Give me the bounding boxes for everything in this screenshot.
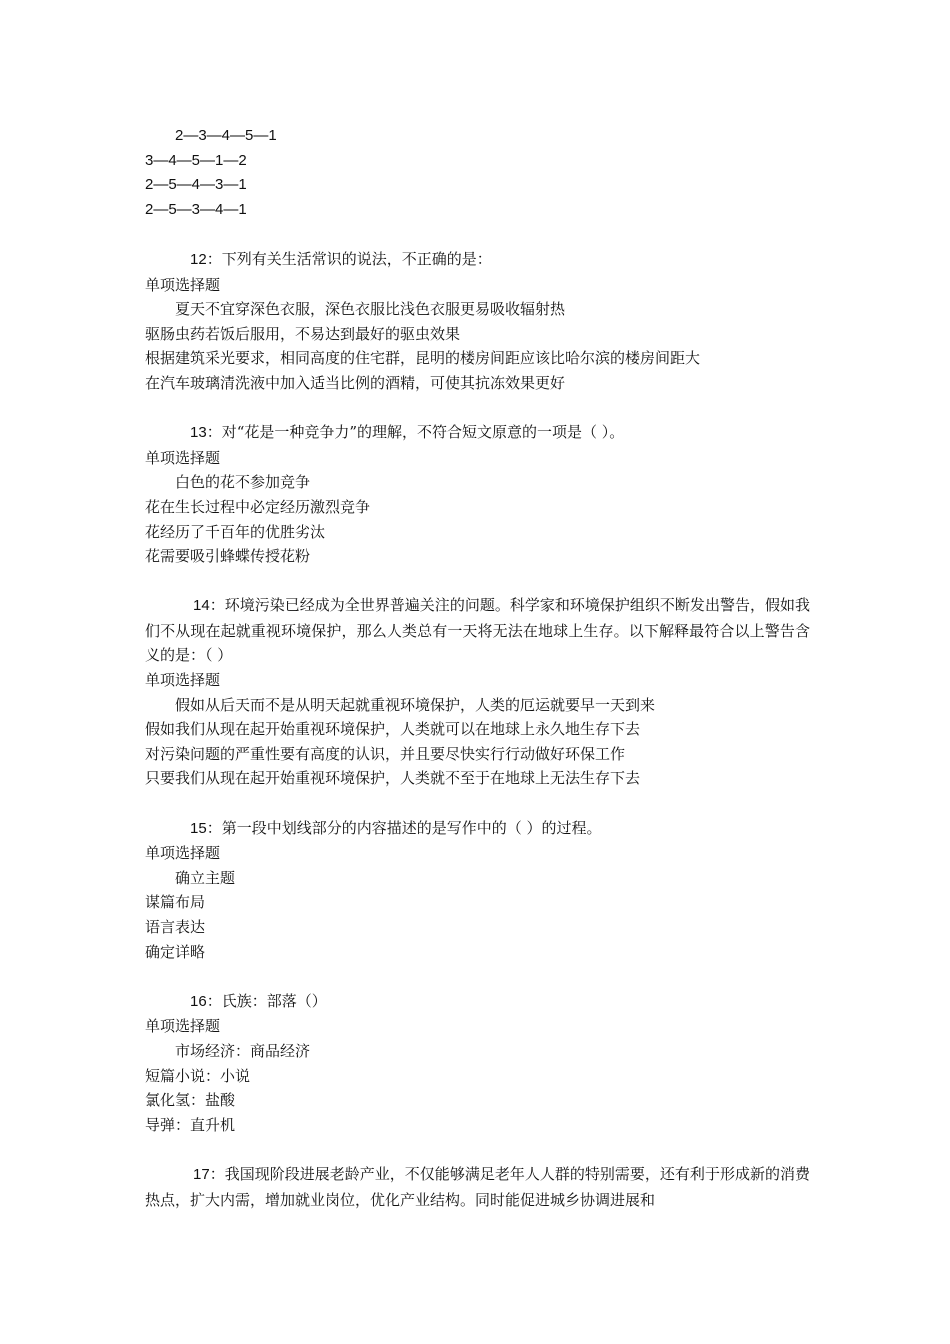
option-line: 3—4—5—1—2	[145, 151, 247, 169]
question-number: 15	[190, 819, 207, 837]
option-line: 确立主题	[175, 868, 236, 887]
option-line: 氯化氢：盐酸	[145, 1091, 236, 1110]
option-line: 根据建筑采光要求，相同高度的住宅群，昆明的楼房间距应该比哈尔滨的楼房间距大	[145, 349, 701, 368]
option-line: 2—5—3—4—1	[145, 200, 247, 218]
question-15	[145, 816, 810, 965]
option-line: 只要我们从现在起开始重视环境保护，人类就不至于在地球上无法生存下去	[145, 769, 641, 788]
option-line: 市场经济：商品经济	[175, 1041, 311, 1060]
question-stem: 12：下列有关生活常识的说法，不正确的是：	[190, 249, 492, 268]
option-line: 白色的花不参加竞争	[175, 473, 311, 492]
question-type: 单项选择题	[145, 671, 221, 690]
option-line: 语言表达	[145, 918, 206, 936]
question-16	[145, 989, 810, 1138]
option-line: 假如我们从现在起开始重视环境保护，人类就可以在地球上永久地生存下去	[145, 720, 641, 739]
question-stem: 14：环境污染已经成为全世界普遍关注的问题。科学家和环境保护组织不断发出警告，假如我们不从现在起就重视环境保护，那么人类总有一天将无法在地球上生存。以下解释最符合以上警告含义的是：（ ）	[145, 596, 810, 665]
option-line: 导弹：直升机	[145, 1115, 236, 1134]
question-stem: 15：第一段中划线部分的内容描述的是写作中的（ ）的过程。	[190, 818, 602, 837]
option-line: 确定详略	[145, 942, 206, 961]
option-line: 假如从后天而不是从明天起就重视环境保护，人类的厄运就要早一天到来	[175, 695, 656, 714]
question-number: 12	[190, 250, 207, 268]
question-type: 单项选择题	[145, 448, 221, 467]
question-17	[145, 1162, 810, 1212]
question-type: 单项选择题	[145, 275, 221, 294]
question-number: 14	[193, 597, 210, 615]
question-stem: 17：我国现阶段进展老龄产业，不仅能够满足老年人人群的特别需要，还有利于形成新的消费热点，扩大内需，增加就业岗位，优化产业结构。同时能促进城乡协调进展和	[145, 1164, 810, 1209]
option-line: 2—3—4—5—1	[175, 127, 277, 144]
option-line: 短篇小说：小说	[145, 1066, 251, 1085]
question-number: 13	[190, 424, 207, 442]
option-line: 夏天不宜穿深色衣服，深色衣服比浅色衣服更易吸收辐射热	[175, 300, 566, 319]
question-type: 单项选择题	[145, 1017, 221, 1036]
question-type: 单项选择题	[145, 844, 221, 863]
prev-question-options	[145, 124, 810, 222]
option-line: 驱肠虫药若饭后服用，不易达到最好的驱虫效果	[145, 324, 461, 343]
option-line: 谋篇布局	[145, 893, 206, 912]
option-line: 2—5—4—3—1	[145, 176, 247, 194]
option-line: 在汽车玻璃清洗液中加入适当比例的酒精，可使其抗冻效果更好	[145, 373, 566, 392]
question-13	[145, 420, 810, 569]
document-content	[145, 124, 810, 1212]
question-stem: 16：氏族：部落（）	[190, 991, 327, 1010]
question-number: 16	[190, 992, 207, 1010]
question-12	[145, 247, 810, 396]
option-line: 花需要吸引蜂蝶传授花粉	[145, 547, 311, 566]
option-line: 花在生长过程中必定经历激烈竞争	[145, 497, 371, 516]
question-stem: 13：对“花是一种竞争力”的理解，不符合短文原意的一项是（ ）。	[190, 423, 625, 442]
option-line: 花经历了千百年的优胜劣汰	[145, 522, 326, 541]
question-14	[145, 593, 810, 791]
question-number: 17	[193, 1165, 210, 1183]
option-line: 对污染问题的严重性要有高度的认识，并且要尽快实行行动做好环保工作	[145, 744, 626, 763]
